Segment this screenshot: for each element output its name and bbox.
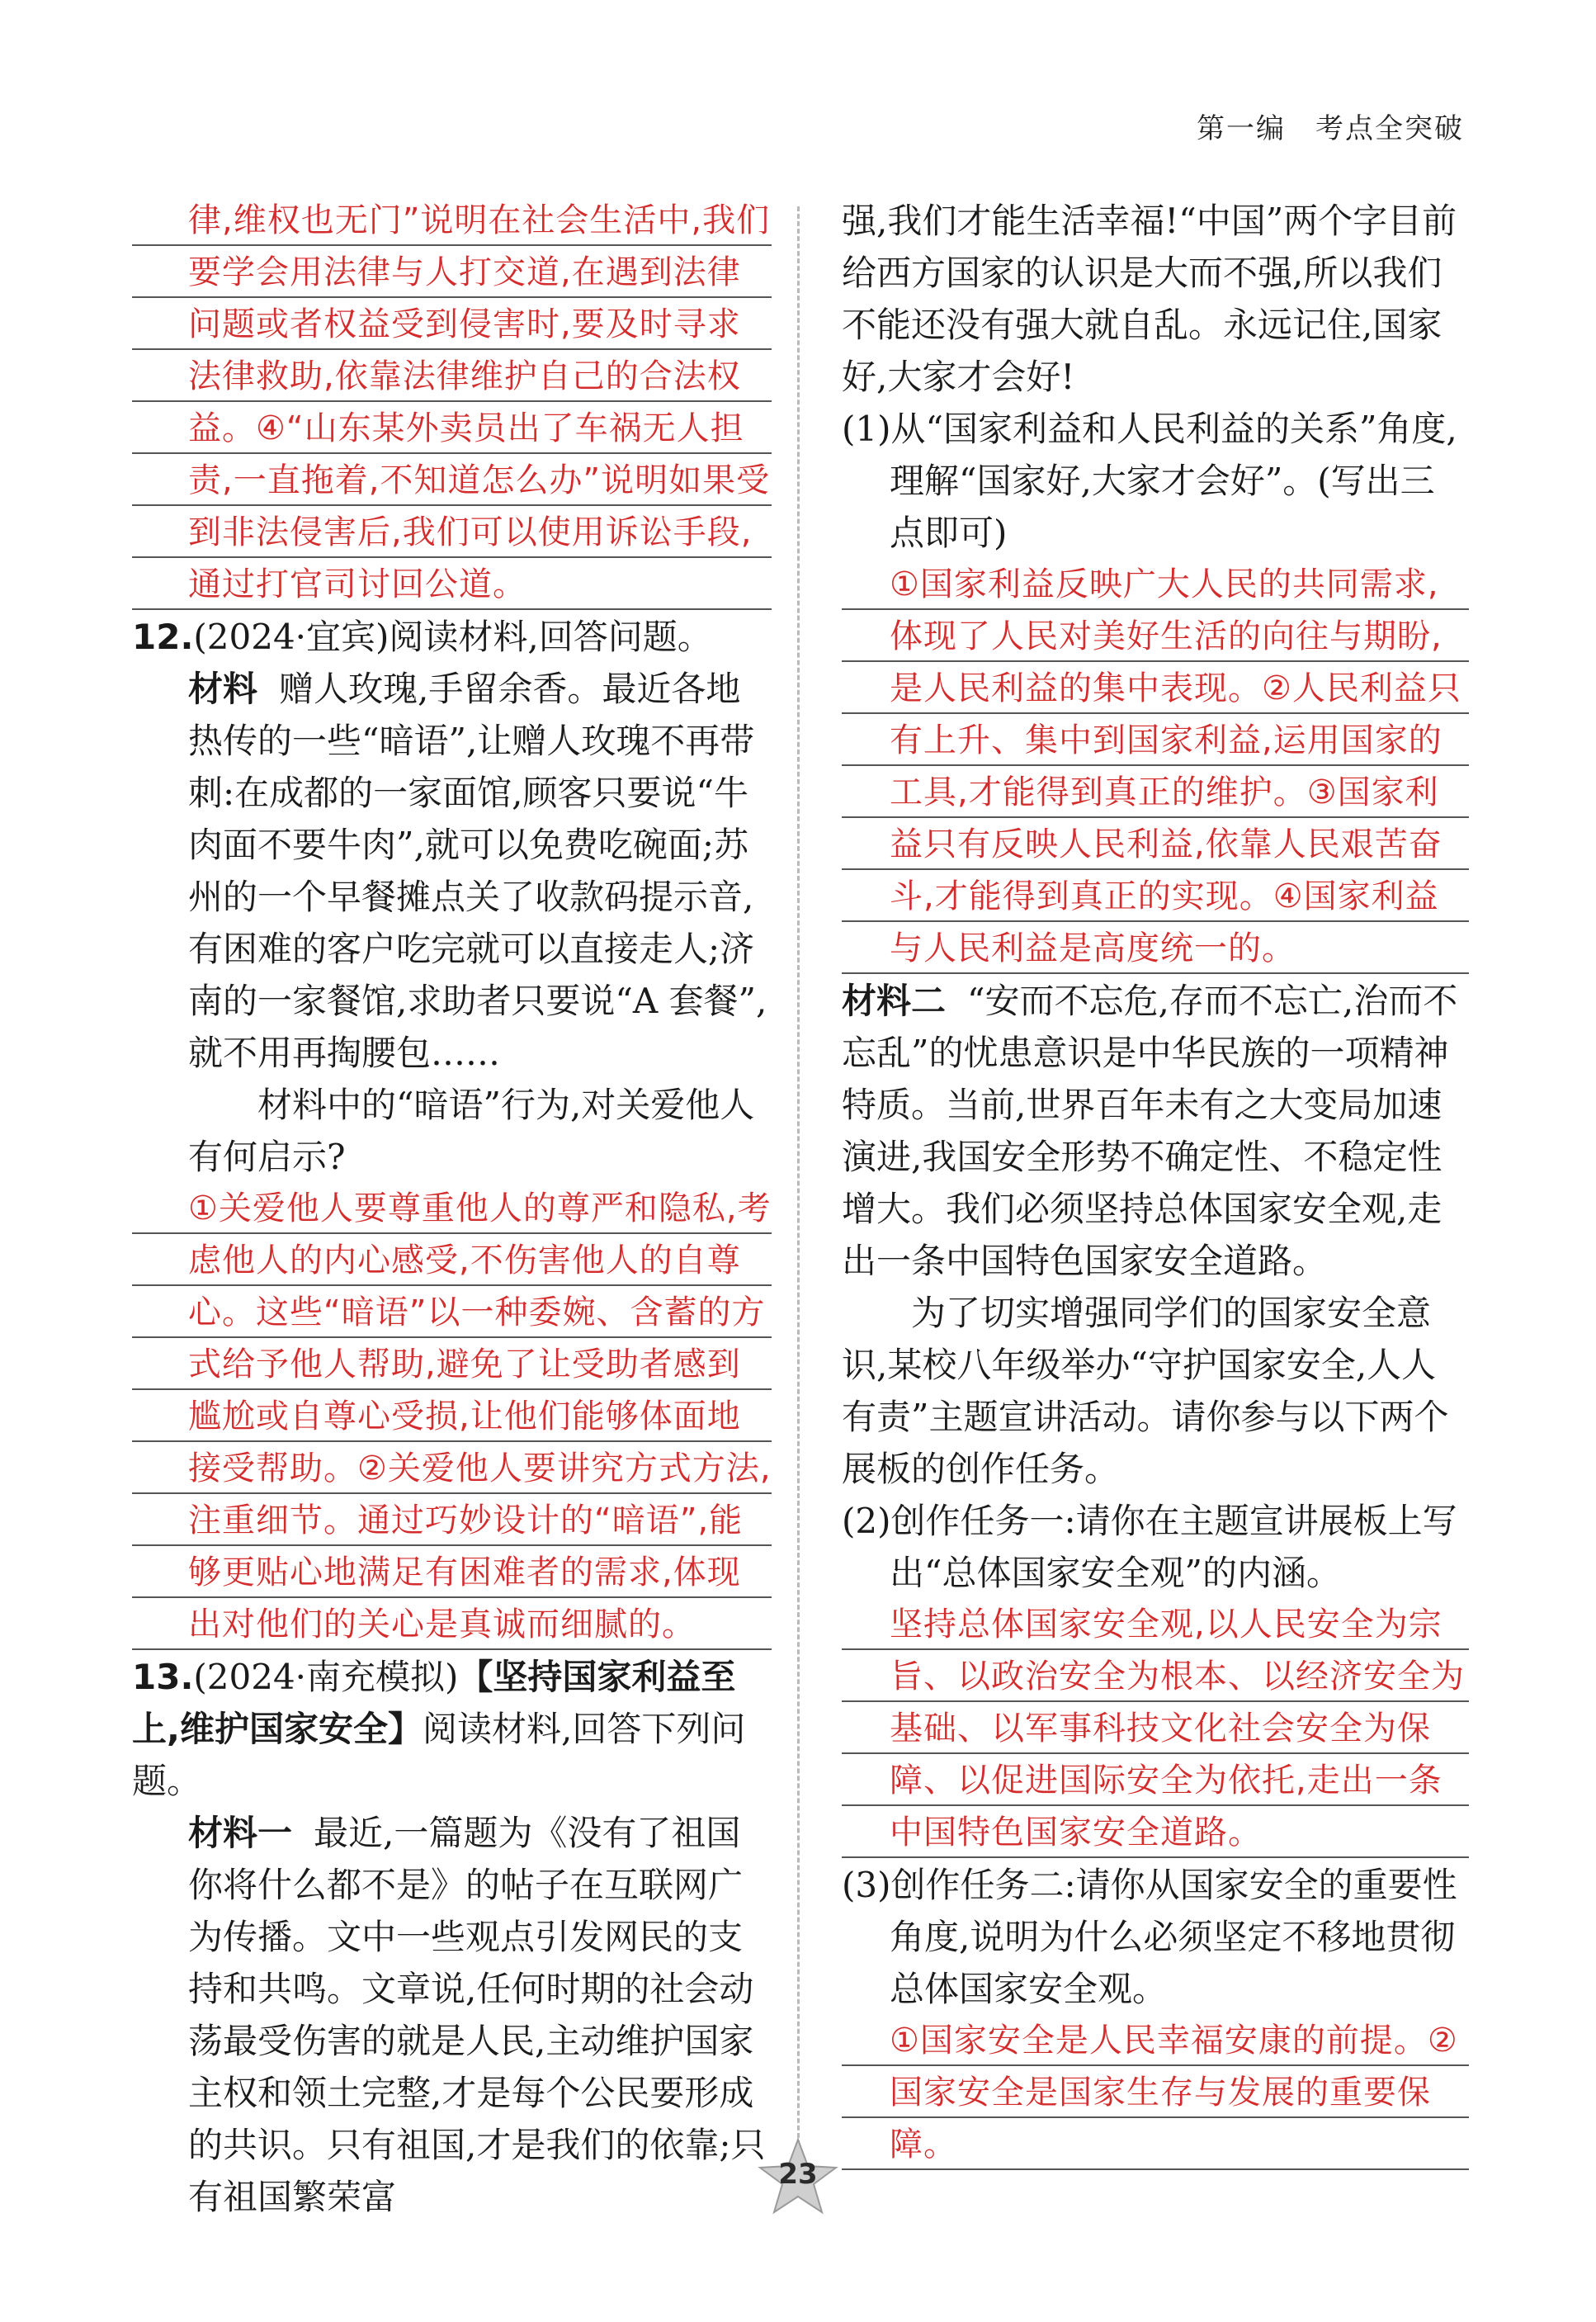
q11-answer-continued: 律,维权也无门”说明在社会生活中,我们要学会用法律与人打交道,在遇到法律问题或者权益受到侵害时,要及时寻求法律救助,依靠法律维护自己的合法权益。④“山东某外卖员出了车祸无人担责,一直拖着,不知道怎么办”说明如果受到非法侵害后,我们可以使用诉讼手段,通过打官司讨回公道。: [132, 195, 772, 611]
q13-sub-answer-2: 坚持总体国家安全观,以人民安全为宗旨、以政治安全为根本、以经济安全为基础、以军事科技文化社会安全为保障、以促进国际安全为依托,走出一条中国特色国家安全道路。: [842, 1599, 1469, 1859]
q13-sub-question-1: (1)从“国家利益和人民利益的关系”角度,理解“国家好,大家才会好”。(写出三点即可): [842, 409, 1457, 553]
q12-question: 材料中的“暗语”行为,对关爱他人有何启示?: [188, 1085, 755, 1177]
q12-source: (2024·宜宾)阅读材料,回答问题。: [193, 617, 712, 657]
q12-material-text: 赠人玫瑰,手留余香。最近各地热传的一些“暗语”,让赠人玫瑰不再带刺:在成都的一家面馆,顾客只要说“牛肉面不要牛肉”,就可以免费吃碗面;苏州的一个早餐摊点关了收款码提示音,有困难的客户吃完就可以直接走人;济南的一家餐馆,求助者只要说“A 套餐”,就不用再掏腰包……: [188, 669, 767, 1073]
q13-number: 13.: [132, 1657, 194, 1697]
q13-material-1: [132, 1807, 772, 2223]
q13-material-2-label: 材料二: [842, 981, 947, 1021]
q13-topic-tag: 【坚持国家利益至上,维护国家安全】: [132, 1657, 736, 1749]
q13-material-2-text: “安而不忘危,存而不忘亡,治而不忘乱”的忧患意识是中华民族的一项精神特质。当前,世界百年未有之大变局加速演进,我国安全形势不确定性、不稳定性增大。我们必须坚持总体国家安全观,走出一条中国特色国家安全道路。: [842, 981, 1458, 1281]
q13-material-2-paragraph-2: 为了切实增强同学们的国家安全意识,某校八年级举办“守护国家安全,人人有责”主题宣讲活动。请你参与以下两个展板的创作任务。: [842, 1293, 1449, 1489]
column-divider: [797, 206, 800, 2175]
q13-material-1-continued: 强,我们才能生活幸福!“中国”两个字目前给西方国家的认识是大而不强,所以我们不能还没有强大就自乱。永远记住,国家好,大家才会好!: [842, 201, 1457, 397]
q13-sub-question-3: (3)创作任务二:请你从国家安全的重要性角度,说明为什么必须坚定不移地贯彻总体国家安全观。: [842, 1865, 1457, 2009]
q12-material: [132, 663, 772, 1079]
q12-answer: ①关爱他人要尊重他人的尊严和隐私,考虑他人的内心感受,不伤害他人的自尊心。这些“暗语”以一种委婉、含蓄的方式给予他人帮助,避免了让受助者感到尴尬或自尊心受损,让他们能够体面地接受帮助。②关爱他人要讲究方式方法,注重细节。通过巧妙设计的“暗语”,能够更贴心地满足有困难者的需求,体现出对他们的关心是真诚而细腻的。: [132, 1183, 772, 1651]
q13-material-1-text: 最近,一篇题为《没有了祖国你将什么都不是》的帖子在互联网广为传播。文中一些观点引发网民的支持和共鸣。文章说,任何时期的社会动荡最受伤害的就是人民,主动维护国家主权和领土完整,才是每个公民要形成的共识。只有祖国,才是我们的依靠;只有祖国繁荣富: [188, 1813, 766, 2217]
header-title: 考点全突破: [1315, 112, 1464, 145]
right-column: [842, 195, 1469, 2171]
q13-heading: [132, 1651, 772, 1807]
page-header: [1167, 106, 1464, 146]
q13-sub-answer-1: ①国家利益反映广大人民的共同需求,体现了人民对美好生活的向往与期盼,是人民利益的集中表现。②人民利益只有上升、集中到国家利益,运用国家的工具,才能得到真正的维护。③国家利益只有反映人民利益,依靠人民艰苦奋斗,才能得到真正的实现。④国家利益与人民利益是高度统一的。: [842, 559, 1469, 975]
q13-sub-question-2: (2)创作任务一:请你在主题宣讲展板上写出“总体国家安全观”的内涵。: [842, 1501, 1457, 1593]
page-number-badge: [757, 2136, 839, 2219]
q13-instruction: 阅读材料,回答下列问题。: [132, 1709, 746, 1801]
page-number: 23: [778, 2158, 818, 2191]
q13-sub-answer-3: ①国家安全是人民幸福安康的前提。②国家安全是国家生存与发展的重要保障。: [842, 2015, 1469, 2171]
q12-number: 12.: [132, 617, 194, 657]
q13-source: (2024·南充模拟): [193, 1657, 459, 1697]
q13-material-1-label: 材料一: [188, 1813, 293, 1853]
header-part: 第一编: [1197, 112, 1286, 145]
left-column: [132, 195, 772, 2223]
q13-material-2: [842, 975, 1469, 1287]
q12-heading: [132, 611, 772, 663]
q12-material-label: 材料: [188, 669, 258, 709]
